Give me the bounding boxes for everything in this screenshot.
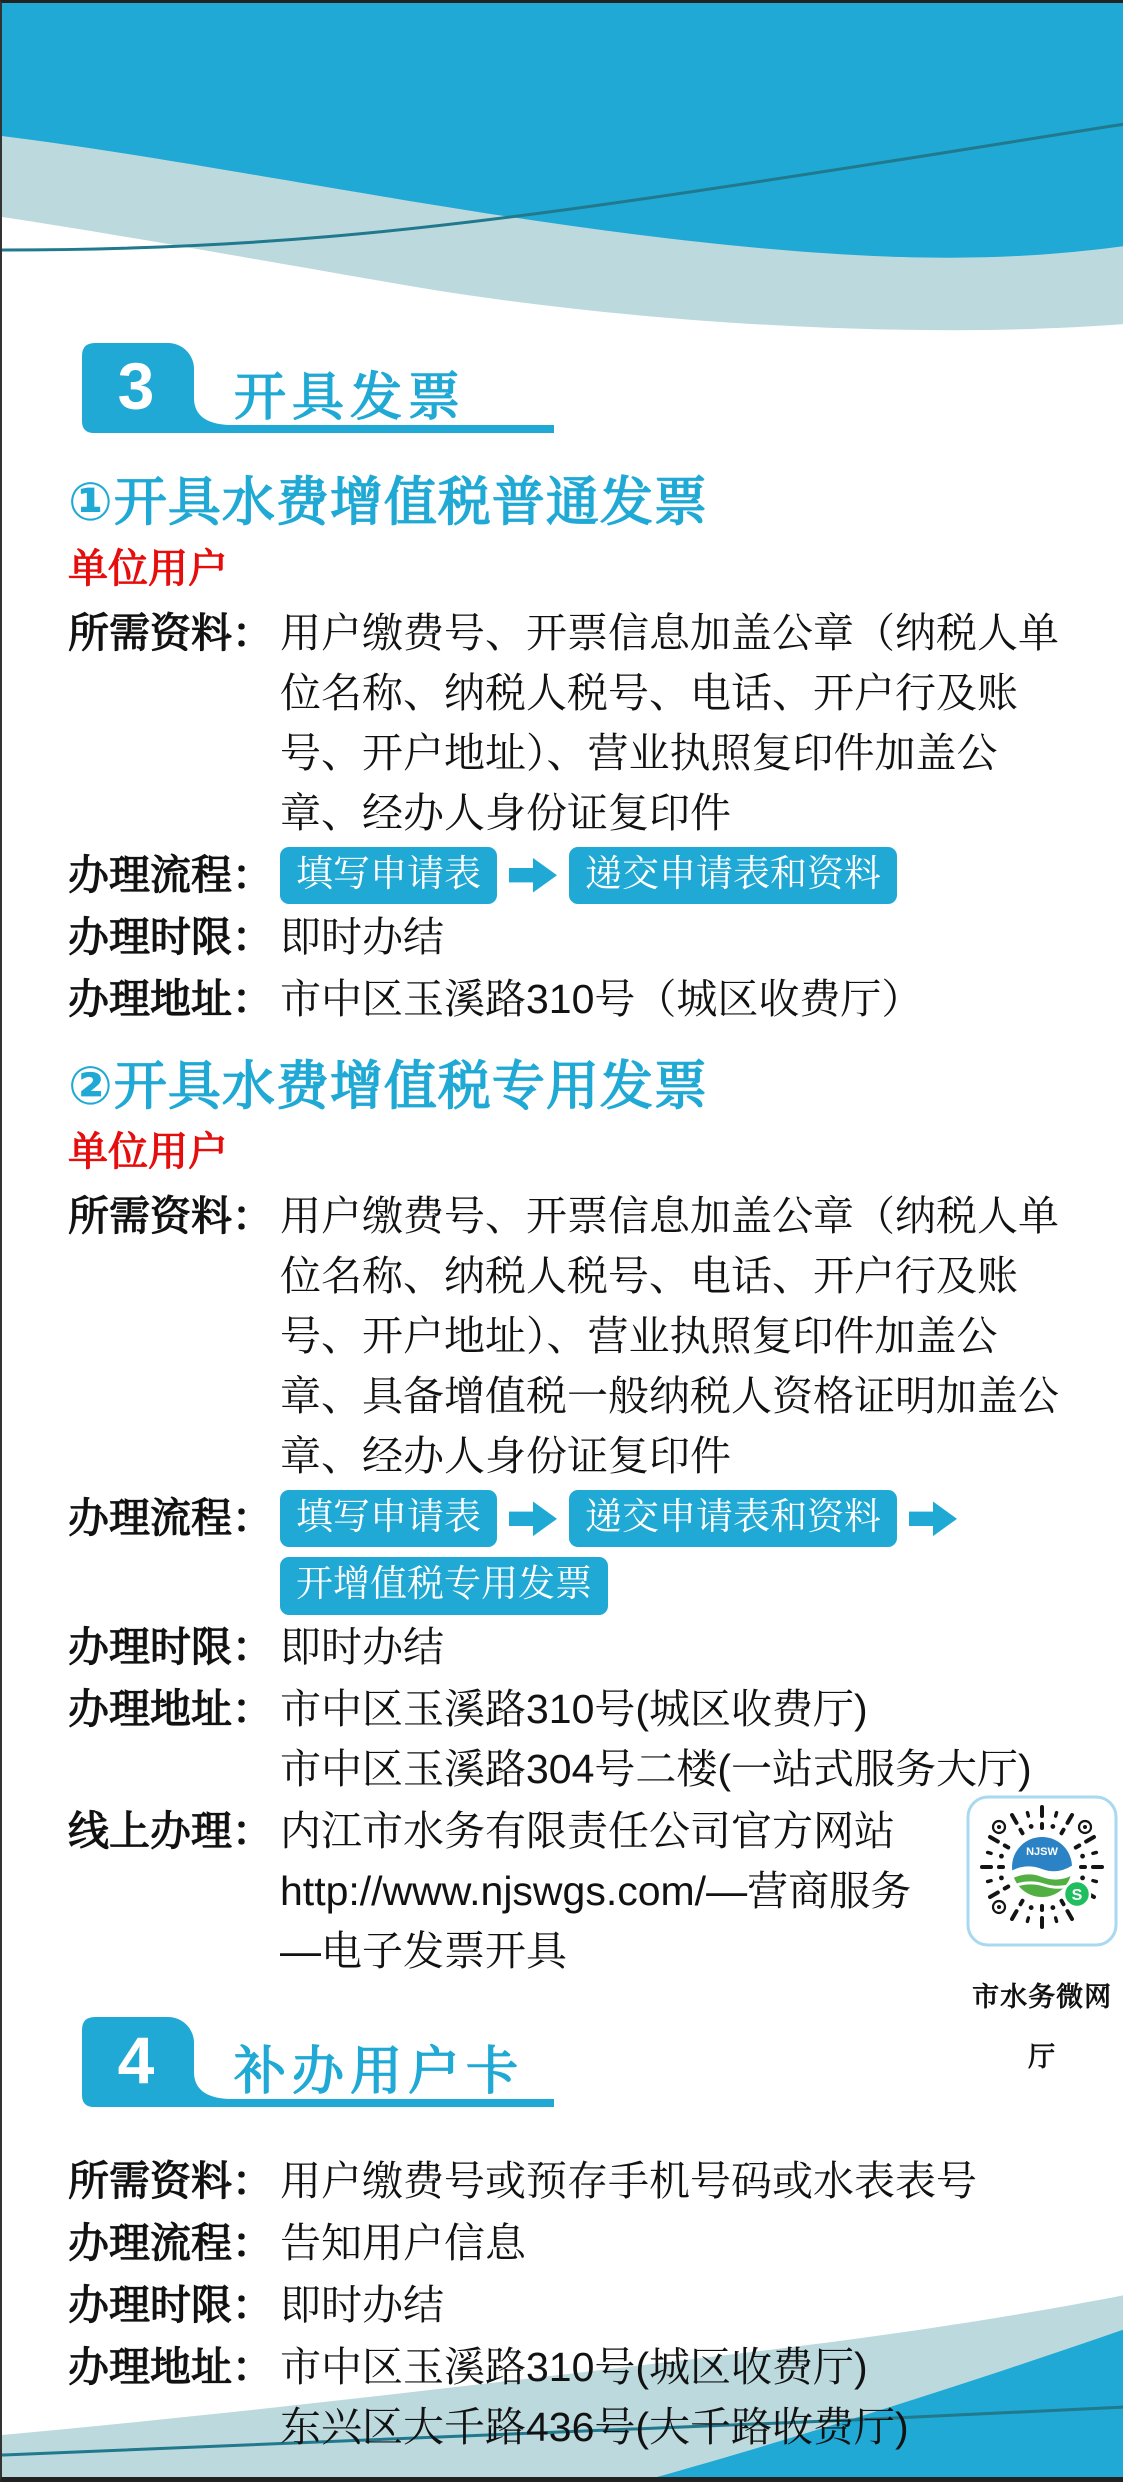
section-3-number: 3 [117,349,155,423]
section-4-header [82,2017,1067,2119]
address-line: 市中区玉溪路310号(城区收费厅) [280,1685,868,1732]
process-flow [280,1488,1067,1615]
qr-center-text: NJSW [1026,1845,1058,1858]
process-label: 办理流程： [68,2219,273,2266]
address-row [68,2337,1067,2457]
process-row [68,845,1067,905]
address-label: 办理地址： [68,975,273,1022]
subsection-replace-card [68,2151,1067,2457]
required-materials-value: 用户缴费号、开票信息加盖公章（纳税人单位名称、纳税人税号、电话、开户行及账号、开户地址）、营业执照复印件加盖公章、经办人身份证复印件 [280,609,1059,836]
required-materials-row [68,1186,1067,1486]
process-label: 办理流程： [68,851,273,898]
online-line: —电子发票开具 [280,1927,567,1974]
process-row [68,2213,1067,2273]
time-limit-row [68,907,1067,967]
qr-caption: 市水务微网厅 [972,1981,1113,2072]
address-value: 市中区玉溪路310号（城区收费厅） [280,975,923,1022]
required-materials-label: 所需资料： [68,1193,273,1240]
process-label: 办理流程： [68,1495,273,1542]
user-type-label: 单位用户 [68,546,228,591]
flow-step: 开增值税专用发票 [280,1557,608,1614]
address-row [68,1679,1067,1799]
required-materials-value: 用户缴费号、开票信息加盖公章（纳税人单位名称、纳税人税号、电话、开户行及账号、开户地址）、营业执照复印件加盖公章、具备增值税一般纳税人资格证明加盖公章、经办人身份证复印件 [280,1193,1059,1480]
qr-badge-glyph: S [1071,1886,1083,1904]
flow-step: 填写申请表 [280,847,497,904]
miniprogram-code-icon [966,1795,1118,1947]
online-line: 内江市水务有限责任公司官方网站 [280,1807,895,1854]
process-row [68,1488,1067,1615]
subsection-general-invoice [68,471,1067,1029]
flow-step: 递交申请表和资料 [569,1490,897,1547]
address-row [68,969,1067,1029]
required-materials-row [68,2151,1067,2211]
poster-content [2,3,1123,2457]
address-label: 办理地址： [68,1685,273,1732]
subsection-heading: ②开具水费增值税专用发票 [68,1056,708,1116]
user-type-label: 单位用户 [68,1130,228,1175]
required-materials-row [68,603,1067,843]
required-materials-label: 所需资料： [68,609,273,656]
flow-step: 填写申请表 [280,1490,497,1547]
time-limit-row [68,2275,1067,2335]
flow-step: 递交申请表和资料 [569,847,897,904]
section-3-header [82,343,1067,445]
online-service-value [280,1801,1121,2072]
section-4-number: 4 [117,2022,155,2097]
process-value: 告知用户信息 [280,2219,526,2266]
time-limit-label: 办理时限： [68,1623,273,1670]
flow-arrow-icon [509,1501,557,1537]
section-3-title: 开具发票 [234,369,467,427]
address-label: 办理地址： [68,2343,273,2390]
address-line: 市中区玉溪路310号(城区收费厅) [280,2343,868,2390]
time-limit-value: 即时办结 [280,2281,444,2328]
flow-arrow-icon [509,857,557,893]
process-flow [280,845,1067,904]
address-value [280,1679,1067,1799]
required-materials-label: 所需资料： [68,2157,273,2204]
required-materials-value: 用户缴费号或预存手机号码或水表表号 [280,2157,977,2204]
online-service-label: 线上办理： [68,1807,273,1854]
address-value [280,2337,1067,2457]
section-4-title: 补办用户卡 [234,2042,525,2101]
website-url: http://www.njswgs.com/—营商服务 [280,1867,912,1914]
time-limit-label: 办理时限： [68,913,273,960]
time-limit-value: 即时办结 [280,913,444,960]
address-line: 东兴区大千路436号(大千路收费厅) [280,2403,909,2450]
flow-arrow-icon [909,1501,957,1537]
address-line: 市中区玉溪路304号二楼(一站式服务大厅) [280,1745,1032,1792]
subsection-heading: ①开具水费增值税普通发票 [68,473,708,532]
time-limit-row [68,1617,1067,1677]
time-limit-value: 即时办结 [280,1623,444,1670]
time-limit-label: 办理时限： [68,2281,273,2328]
